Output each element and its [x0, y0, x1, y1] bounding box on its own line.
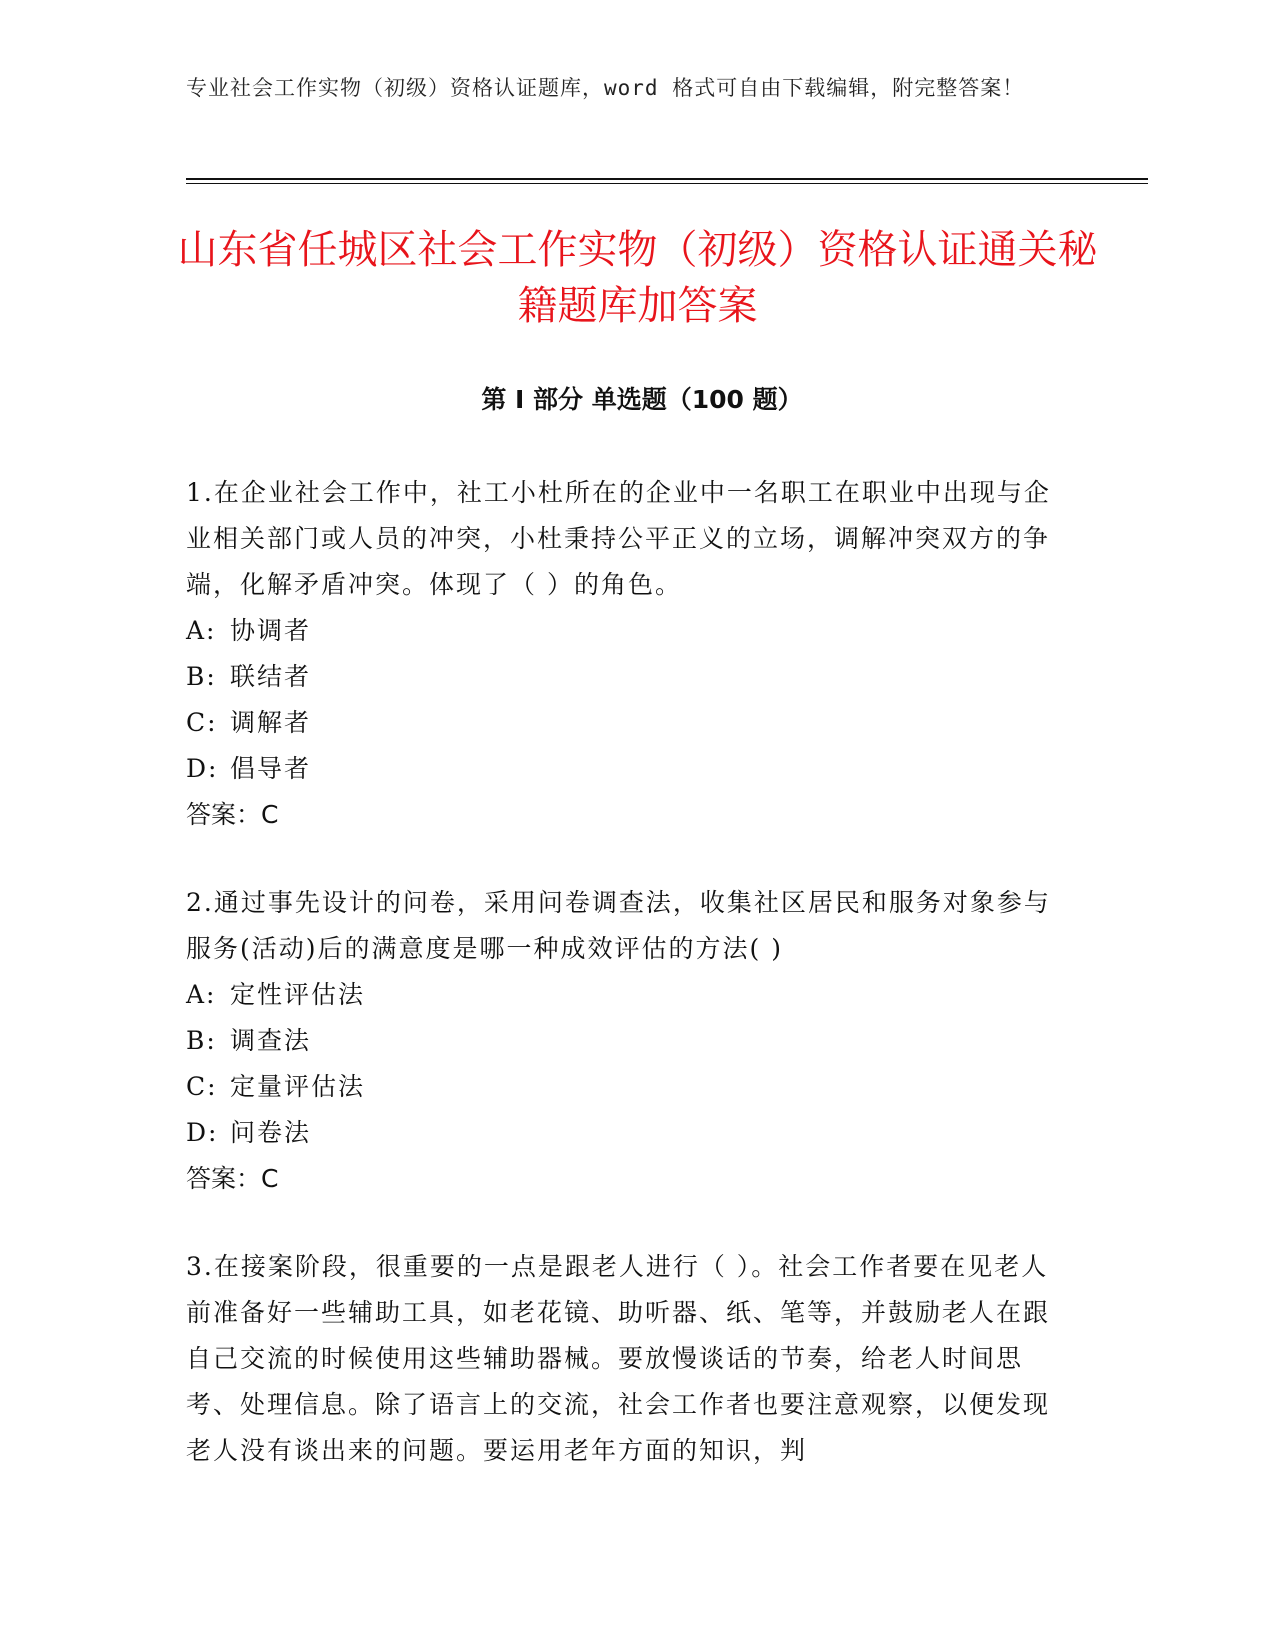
option-text: 定量评估法 — [230, 1072, 366, 1101]
option-key: A: — [186, 616, 217, 645]
question-number: 3. — [186, 1252, 214, 1281]
answer-label: 答案： — [186, 1164, 262, 1193]
option-text: 问卷法 — [230, 1118, 312, 1147]
question-2 — [186, 880, 1066, 1202]
question-1 — [186, 470, 1066, 838]
question-number: 2. — [186, 888, 214, 917]
question-3 — [186, 1244, 1066, 1474]
question-body: 在接案阶段，很重要的一点是跟老人进行（ ）。社会工作者要在见老人前准备好一些辅助工具，如老花镜、助听器、纸、笔等，并鼓励老人在跟自己交流的时候使用这些辅助器械。要放慢谈话的节奏，给老人时间思考、处理信息。除了语言上的交流，社会工作者也要注意观察，以便发现老人没有谈出来的问题。要运用老年方面的知识，判 — [186, 1252, 1051, 1465]
section-title: 第 I 部分 单选题（100 题） — [481, 385, 803, 414]
option-b — [186, 654, 1066, 700]
question-number: 1. — [186, 478, 214, 507]
option-text: 定性评估法 — [230, 980, 366, 1009]
answer-line — [186, 1156, 1066, 1202]
option-b — [186, 1018, 1066, 1064]
question-body: 通过事先设计的问卷，采用问卷调查法，收集社区居民和服务对象参与服务(活动)后的满意度是哪一种成效评估的方法( ) — [186, 888, 1051, 963]
option-key: D: — [186, 1118, 219, 1147]
option-a — [186, 608, 1066, 654]
answer-label: 答案： — [186, 800, 262, 829]
option-text: 联结者 — [230, 662, 312, 691]
option-key: B: — [186, 1026, 217, 1055]
question-list — [186, 470, 1066, 1516]
question-text — [186, 470, 1066, 608]
option-text: 协调者 — [230, 616, 312, 645]
answer-value: C — [261, 1164, 279, 1193]
option-key: A: — [186, 980, 217, 1009]
option-key: C: — [186, 708, 218, 737]
question-body: 在企业社会工作中，社工小杜所在的企业中一名职工在职业中出现与企业相关部门或人员的冲突，小杜秉持公平正义的立场，调解冲突双方的争端，化解矛盾冲突。体现了（ ）的角色。 — [186, 478, 1051, 599]
option-a — [186, 972, 1066, 1018]
answer-line — [186, 792, 1066, 838]
header-rule-thick — [186, 178, 1148, 180]
option-d — [186, 1110, 1066, 1156]
option-d — [186, 746, 1066, 792]
option-c — [186, 700, 1066, 746]
option-text: 调解者 — [230, 708, 312, 737]
option-text: 调查法 — [230, 1026, 312, 1055]
header-note: 专业社会工作实物（初级）资格认证题库，word 格式可自由下载编辑，附完整答案！ — [186, 76, 1025, 100]
document-title: 山东省任城区社会工作实物（初级）资格认证通关秘籍题库加答案 — [177, 227, 1098, 329]
option-key: C: — [186, 1072, 218, 1101]
option-key: D: — [186, 754, 219, 783]
option-text: 倡导者 — [230, 754, 312, 783]
answer-value: C — [261, 800, 279, 829]
question-text — [186, 1244, 1066, 1474]
question-text — [186, 880, 1066, 972]
header-rule-thin — [186, 183, 1148, 184]
option-key: B: — [186, 662, 217, 691]
option-c — [186, 1064, 1066, 1110]
